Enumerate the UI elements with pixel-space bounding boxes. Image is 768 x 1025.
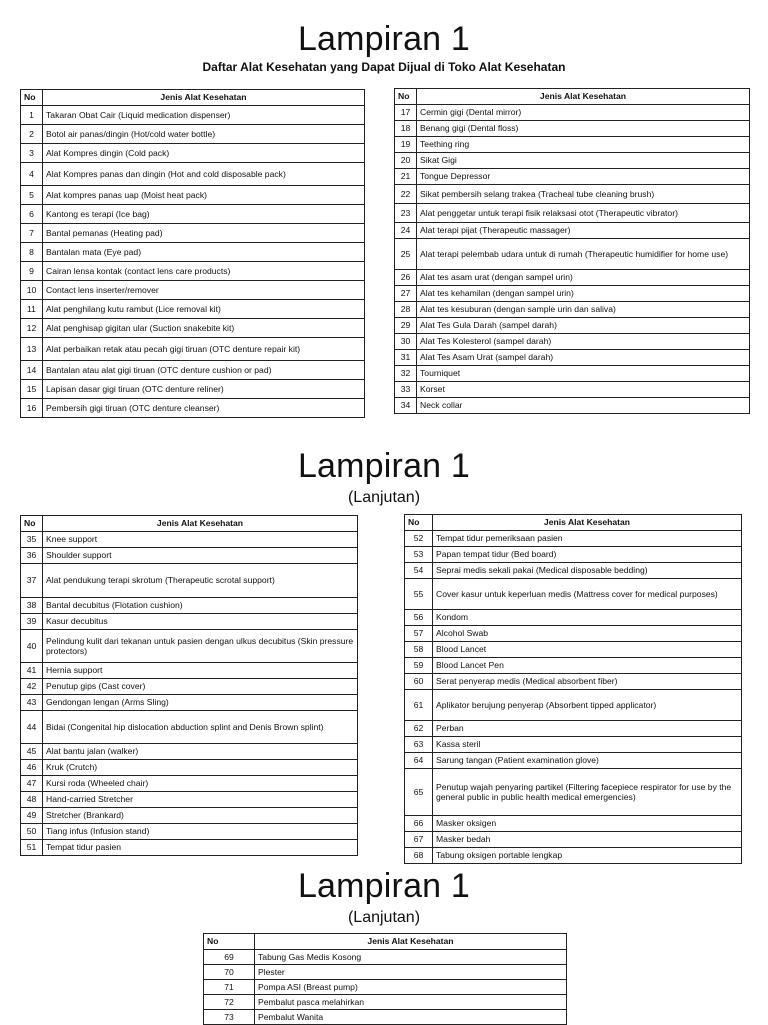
equipment-name: Neck collar (417, 398, 750, 414)
row-number: 50 (21, 824, 43, 840)
table-header-row (21, 516, 358, 532)
row-number: 51 (21, 840, 43, 856)
row-number: 36 (21, 548, 43, 564)
row-number: 67 (405, 832, 433, 848)
table-row (21, 338, 365, 361)
equipment-table-2b (404, 514, 742, 864)
table-row (395, 204, 750, 223)
column-header-name: Jenis Alat Kesehatan (43, 90, 365, 106)
row-number: 26 (395, 270, 417, 286)
equipment-name: Aplikator berujung penyerap (Absorbent tipped applicator) (433, 690, 742, 721)
equipment-name: Blood Lancet (433, 642, 742, 658)
equipment-name: Alat tes kesuburan (dengan sample urin dan saliva) (417, 302, 750, 318)
column-header-no: No (395, 89, 417, 105)
equipment-name: Shoulder support (43, 548, 358, 564)
table-row (21, 695, 358, 711)
row-number: 57 (405, 626, 433, 642)
column-header-name: Jenis Alat Kesehatan (43, 516, 358, 532)
row-number: 19 (395, 137, 417, 153)
row-number: 12 (21, 319, 43, 338)
equipment-name: Takaran Obat Cair (Liquid medication dispenser) (43, 106, 365, 125)
row-number: 61 (405, 690, 433, 721)
table-row (21, 744, 358, 760)
equipment-name: Pembalut Wanita (255, 1010, 567, 1025)
table-row (395, 350, 750, 366)
table-row (21, 663, 358, 679)
table-row (21, 711, 358, 744)
table-row (21, 319, 365, 338)
table-row (405, 832, 742, 848)
equipment-name: Alat kompres panas uap (Moist heat pack) (43, 186, 365, 205)
row-number: 23 (395, 204, 417, 223)
table-row (21, 262, 365, 281)
table-row (204, 995, 567, 1010)
table-row (395, 185, 750, 204)
row-number: 24 (395, 223, 417, 239)
table-row (405, 769, 742, 816)
row-number: 11 (21, 300, 43, 319)
row-number: 55 (405, 579, 433, 610)
row-number: 37 (21, 564, 43, 598)
equipment-name: Kantong es terapi (Ice bag) (43, 205, 365, 224)
row-number: 65 (405, 769, 433, 816)
table-row (21, 598, 358, 614)
table-row (405, 753, 742, 769)
table-row (405, 848, 742, 864)
table-row (21, 281, 365, 300)
row-number: 13 (21, 338, 43, 361)
row-number: 39 (21, 614, 43, 630)
row-number: 40 (21, 630, 43, 663)
table-row (21, 808, 358, 824)
row-number: 4 (21, 163, 43, 186)
table-row (405, 721, 742, 737)
row-number: 42 (21, 679, 43, 695)
equipment-name: Contact lens inserter/remover (43, 281, 365, 300)
equipment-table-2a (20, 515, 358, 856)
table-row (21, 205, 365, 224)
row-number: 72 (204, 995, 255, 1010)
table-row (21, 106, 365, 125)
equipment-name: Hand-carried Stretcher (43, 792, 358, 808)
equipment-name: Alat tes asam urat (dengan sampel urin) (417, 270, 750, 286)
table-row (21, 548, 358, 564)
equipment-name: Alat Tes Asam Urat (sampel darah) (417, 350, 750, 366)
equipment-name: Sikat pembersih selang trakea (Tracheal tube cleaning brush) (417, 185, 750, 204)
table-row (21, 760, 358, 776)
equipment-name: Benang gigi (Dental floss) (417, 121, 750, 137)
equipment-name: Alat penghisap gigitan ular (Suction snakebite kit) (43, 319, 365, 338)
row-number: 35 (21, 532, 43, 548)
table-row (21, 679, 358, 695)
row-number: 27 (395, 286, 417, 302)
row-number: 48 (21, 792, 43, 808)
row-number: 18 (395, 121, 417, 137)
row-number: 28 (395, 302, 417, 318)
row-number: 56 (405, 610, 433, 626)
column-header-no: No (204, 934, 255, 950)
equipment-name: Alat tes kehamilan (dengan sampel urin) (417, 286, 750, 302)
table-row (21, 840, 358, 856)
table-row (405, 674, 742, 690)
table-row (405, 547, 742, 563)
equipment-name: Stretcher (Brankard) (43, 808, 358, 824)
equipment-name: Bantalan mata (Eye pad) (43, 243, 365, 262)
table-row (395, 121, 750, 137)
equipment-name: Pompa ASI (Breast pump) (255, 980, 567, 995)
table-row (21, 824, 358, 840)
table-row (21, 564, 358, 598)
table-row (21, 399, 365, 418)
row-number: 66 (405, 816, 433, 832)
equipment-name: Lapisan dasar gigi tiruan (OTC denture reliner) (43, 380, 365, 399)
row-number: 45 (21, 744, 43, 760)
equipment-name: Tongue Depressor (417, 169, 750, 185)
row-number: 8 (21, 243, 43, 262)
equipment-name: Alat bantu jalan (walker) (43, 744, 358, 760)
equipment-name: Tabung Gas Medis Kosong (255, 950, 567, 965)
column-header-name: Jenis Alat Kesehatan (433, 515, 742, 531)
table-row (395, 398, 750, 414)
table-row (395, 105, 750, 121)
table-row (204, 1010, 567, 1025)
row-number: 62 (405, 721, 433, 737)
table-row (405, 690, 742, 721)
equipment-name: Botol air panas/dingin (Hot/cold water bottle) (43, 125, 365, 144)
equipment-name: Bantal pemanas (Heating pad) (43, 224, 365, 243)
table-row (395, 137, 750, 153)
row-number: 49 (21, 808, 43, 824)
equipment-name: Tiang infus (Infusion stand) (43, 824, 358, 840)
table-row (405, 531, 742, 547)
equipment-name: Serat penyerap medis (Medical absorbent fiber) (433, 674, 742, 690)
table-header-row (21, 90, 365, 106)
table-row (395, 334, 750, 350)
equipment-name: Alat terapi pijat (Therapeutic massager) (417, 223, 750, 239)
equipment-name: Penutup gips (Cast cover) (43, 679, 358, 695)
table-row (405, 816, 742, 832)
table-row (21, 532, 358, 548)
row-number: 43 (21, 695, 43, 711)
row-number: 1 (21, 106, 43, 125)
equipment-name: Tempat tidur pasien (43, 840, 358, 856)
table-row (21, 300, 365, 319)
row-number: 52 (405, 531, 433, 547)
equipment-name: Tempat tidur pemeriksaan pasien (433, 531, 742, 547)
table-header-row (395, 89, 750, 105)
page-subtitle-2: (Lanjutan) (347, 489, 421, 506)
row-number: 32 (395, 366, 417, 382)
equipment-name: Kondom (433, 610, 742, 626)
row-number: 63 (405, 737, 433, 753)
column-header-no: No (21, 90, 43, 106)
row-number: 73 (204, 1010, 255, 1025)
row-number: 25 (395, 239, 417, 270)
table-row (21, 361, 365, 380)
equipment-name: Alat terapi pelembab udara untuk di rumah (Therapeutic humidifier for home use) (417, 239, 750, 270)
table-row (21, 243, 365, 262)
equipment-name: Alat Kompres panas dan dingin (Hot and cold disposable pack) (43, 163, 365, 186)
equipment-name: Bidai (Congenital hip dislocation abduction splint and Denis Brown splint) (43, 711, 358, 744)
equipment-name: Kassa steril (433, 737, 742, 753)
table-row (395, 366, 750, 382)
table-row (395, 223, 750, 239)
equipment-name: Cover kasur untuk keperluan medis (Mattress cover for medical purposes) (433, 579, 742, 610)
equipment-name: Pembersih gigi tiruan (OTC denture cleanser) (43, 399, 365, 418)
table-row (405, 579, 742, 610)
table-header-row (405, 515, 742, 531)
table-row (21, 163, 365, 186)
equipment-name: Knee support (43, 532, 358, 548)
column-header-no: No (21, 516, 43, 532)
equipment-name: Alat Tes Gula Darah (sampel darah) (417, 318, 750, 334)
table-row (405, 610, 742, 626)
page-subtitle-1: Daftar Alat Kesehatan yang Dapat Dijual di Toko Alat Kesehatan (202, 60, 566, 74)
equipment-name: Alcohol Swab (433, 626, 742, 642)
equipment-name: Seprai medis sekali pakai (Medical disposable bedding) (433, 563, 742, 579)
row-number: 54 (405, 563, 433, 579)
table-row (204, 965, 567, 980)
equipment-table-1b (394, 88, 750, 414)
table-row (204, 980, 567, 995)
table-row (395, 318, 750, 334)
equipment-name: Bantal decubitus (Flotation cushion) (43, 598, 358, 614)
row-number: 10 (21, 281, 43, 300)
row-number: 71 (204, 980, 255, 995)
table-row (395, 239, 750, 270)
page-title-3: Lampiran 1 (297, 867, 471, 905)
equipment-name: Hernia support (43, 663, 358, 679)
table-row (405, 563, 742, 579)
table-row (405, 642, 742, 658)
equipment-name: Korset (417, 382, 750, 398)
equipment-name: Tourniquet (417, 366, 750, 382)
row-number: 44 (21, 711, 43, 744)
table-row (405, 658, 742, 674)
table-row (395, 169, 750, 185)
row-number: 38 (21, 598, 43, 614)
row-number: 60 (405, 674, 433, 690)
table-row (395, 270, 750, 286)
table-row (395, 153, 750, 169)
equipment-name: Cermin gigi (Dental mirror) (417, 105, 750, 121)
equipment-name: Alat pendukung terapi skrotum (Therapeutic scrotal support) (43, 564, 358, 598)
table-row (405, 737, 742, 753)
row-number: 31 (395, 350, 417, 366)
table-row (395, 302, 750, 318)
equipment-name: Bantalan atau alat gigi tiruan (OTC denture cushion or pad) (43, 361, 365, 380)
table-row (395, 382, 750, 398)
table-row (21, 186, 365, 205)
column-header-name: Jenis Alat Kesehatan (417, 89, 750, 105)
page-subtitle-3: (Lanjutan) (347, 909, 421, 926)
row-number: 9 (21, 262, 43, 281)
row-number: 47 (21, 776, 43, 792)
equipment-name: Sikat Gigi (417, 153, 750, 169)
row-number: 34 (395, 398, 417, 414)
equipment-name: Pelindung kulit dari tekanan untuk pasien dengan ulkus decubitus (Skin pressure protectors) (43, 630, 358, 663)
row-number: 53 (405, 547, 433, 563)
table-row (21, 776, 358, 792)
equipment-table-3 (203, 933, 567, 1025)
equipment-name: Kasur decubitus (43, 614, 358, 630)
equipment-name: Pembalut pasca melahirkan (255, 995, 567, 1010)
column-header-no: No (405, 515, 433, 531)
equipment-name: Alat penggetar untuk terapi fisik relaksasi otot (Therapeutic vibrator) (417, 204, 750, 223)
table-row (21, 380, 365, 399)
row-number: 22 (395, 185, 417, 204)
equipment-name: Masker bedah (433, 832, 742, 848)
equipment-name: Alat perbaikan retak atau pecah gigi tiruan (OTC denture repair kit) (43, 338, 365, 361)
row-number: 21 (395, 169, 417, 185)
row-number: 68 (405, 848, 433, 864)
row-number: 5 (21, 186, 43, 205)
equipment-name: Sarung tangan (Patient examination glove) (433, 753, 742, 769)
row-number: 14 (21, 361, 43, 380)
equipment-name: Papan tempat tidur (Bed board) (433, 547, 742, 563)
row-number: 6 (21, 205, 43, 224)
row-number: 7 (21, 224, 43, 243)
table-row (21, 630, 358, 663)
equipment-name: Kruk (Crutch) (43, 760, 358, 776)
table-row (21, 792, 358, 808)
equipment-name: Teething ring (417, 137, 750, 153)
page-title-1: Lampiran 1 (297, 20, 471, 58)
row-number: 41 (21, 663, 43, 679)
equipment-name: Tabung oksigen portable lengkap (433, 848, 742, 864)
column-header-name: Jenis Alat Kesehatan (255, 934, 567, 950)
equipment-name: Alat penghilang kutu rambut (Lice removal kit) (43, 300, 365, 319)
row-number: 33 (395, 382, 417, 398)
row-number: 17 (395, 105, 417, 121)
table-row (21, 144, 365, 163)
row-number: 46 (21, 760, 43, 776)
equipment-name: Penutup wajah penyaring partikel (Filtering facepiece respirator for use by the general public in public health medical emergencies) (433, 769, 742, 816)
table-row (395, 286, 750, 302)
row-number: 29 (395, 318, 417, 334)
row-number: 58 (405, 642, 433, 658)
row-number: 15 (21, 380, 43, 399)
row-number: 3 (21, 144, 43, 163)
equipment-name: Blood Lancet Pen (433, 658, 742, 674)
table-row (204, 950, 567, 965)
equipment-name: Gendongan lengan (Arms Sling) (43, 695, 358, 711)
table-row (405, 626, 742, 642)
row-number: 30 (395, 334, 417, 350)
table-row (21, 224, 365, 243)
page-title-2: Lampiran 1 (297, 447, 471, 485)
row-number: 70 (204, 965, 255, 980)
table-row (21, 614, 358, 630)
equipment-name: Masker oksigen (433, 816, 742, 832)
row-number: 59 (405, 658, 433, 674)
table-row (21, 125, 365, 144)
row-number: 64 (405, 753, 433, 769)
row-number: 69 (204, 950, 255, 965)
equipment-name: Alat Tes Kolesterol (sampel darah) (417, 334, 750, 350)
row-number: 16 (21, 399, 43, 418)
equipment-name: Plester (255, 965, 567, 980)
row-number: 2 (21, 125, 43, 144)
equipment-name: Alat Kompres dingin (Cold pack) (43, 144, 365, 163)
equipment-name: Perban (433, 721, 742, 737)
equipment-name: Cairan lensa kontak (contact lens care products) (43, 262, 365, 281)
table-header-row (204, 934, 567, 950)
row-number: 20 (395, 153, 417, 169)
equipment-name: Kursi roda (Wheeled chair) (43, 776, 358, 792)
equipment-table-1a (20, 89, 365, 418)
